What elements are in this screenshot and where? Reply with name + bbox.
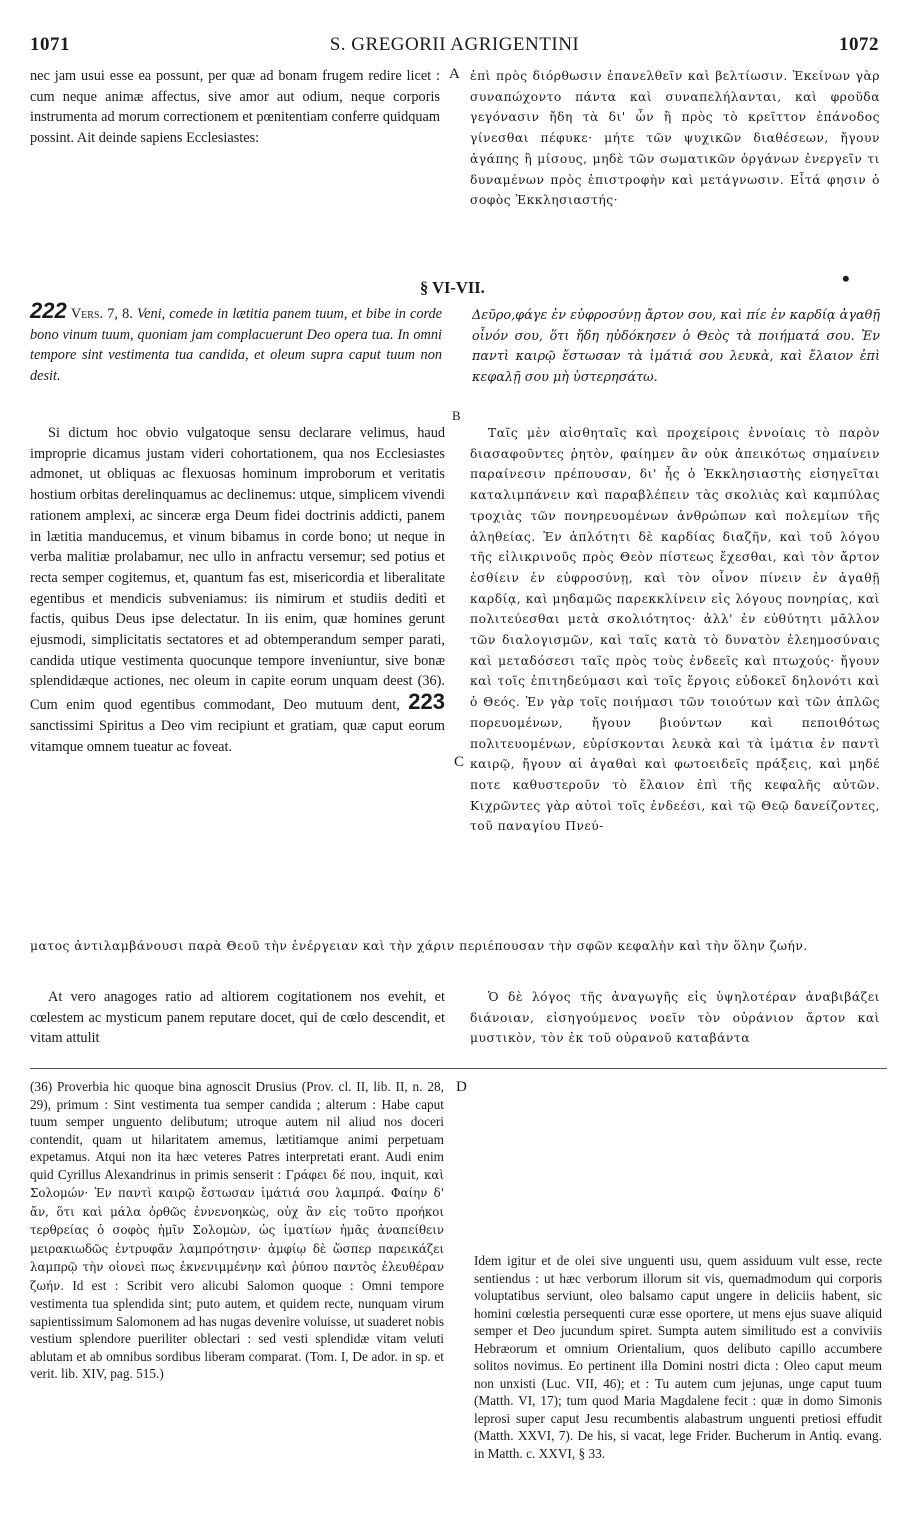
verse-reference: 7, 8. [107, 306, 133, 322]
commentary-greek: Ταῖς μὲν αἰσθηταῖς καὶ προχείροις ἐννοίαις τὸ παρὸν διασαφοῦντες ῥητὸν, φαίημεν ἂν οὐκ ἀπεικότως σημαίνειν παραίνεσιν πρέπουσαν, δι' ἧς ὁ Ἐκκλησιαστὴς εἰσηγεῖται καταλιμπάνειν καὶ παραβλέπειν τὰς σκολιὰς καὶ καμπύλας τροχιὰς τῶν πονηρευομένων ἀνθρώπων καὶ πολεμίων τῆς ἀληθείας. Ἐν ἁπλότητι δὲ καρδίας διαζῆν, καὶ τοῦ λόγου τῆς εἰλικρινοῦς πρὸς Θεὸν πίστεως ἔχεσθαι, καὶ τὸν ἄρτον ἐσθίειν ἐν εὐφροσύνῃ, καὶ τὸν οἶνον πίνειν ἐν ἀγαθῇ καρδίᾳ, καὶ μηδαμῶς παρεκκλίνειν εἰς λόγους πονηρίας, καὶ πολιτεύεσθαι μετὰ σκολιότητος· ἀλλ' ἐν εὐθύτητι μᾶλλον τῶν διαλογισμῶν, καὶ ταῖς κατὰ τὸ δυνατὸν ἐλεημοσύναις καὶ μεταδόσεσι ταῖς πρὸς τοὺς ἐνδεεῖς καὶ πτωχούς· ἤγουν καὶ τοῖς ἐπιτηδεύμασι καὶ τοῖς ἔργοις εὐδοκεῖ δηλονότι καὶ ὁ Θεός. Ἐν γὰρ τοῖς ποιήμασι τῶν τοιούτων καὶ τῶν ἁπλῶς πορευομένων, ἤγουν βιούντων καὶ πεποιθότως πολιτευομένων, εὑρίσκονται λευκὰ καὶ τὰ ἱμάτια ἐν παντὶ καιρῷ, ἤγουν αἱ ἀγαθαὶ καὶ φωτοειδεῖς πράξεις, καὶ μηδέ ποτε καθυστεροῦν τὸ ἔλαιον ἐπὶ τῆς κεφαλῆς αὐτῶν. Κιχρῶντες γὰρ αὐτοὶ τοῖς ἐνδεέσι, καὶ τῷ Θεῷ δανείζοντες, τοῦ παναγίου Πνεύ- [470, 426, 880, 834]
footnote-cyril-latin: Id est : Scribit vero alicubi Salomon quoque : Omni tempore vestimenta tua splendida sint; puto autem, et quidem recte, nunquam virum sapientissimum Salomonem ad has nugas devenire voluisse, ut suaderet nobis vestium splendore pueriliter oblectari : sed vesti splendidæ vitam veluti ablutam et ab omnibus sordibus liberam comparat. (Tom. I, De ador. in sp. et verit. lib. XIV, pag. 515.) [30, 1277, 444, 1381]
verse-latin-text: Veni, comede in lætitia panem tuum, et bibe in corde bono vinum tuum, quoniam jam complacuerunt Deo opera tua. In omni tempore sint vestimenta tua candida, et oleum supra caput tuum non desit. [30, 306, 443, 385]
commentary-latin [30, 423, 445, 757]
section-heading: § VI-VII. [420, 278, 485, 297]
margin-letter-d: D [456, 1079, 467, 1095]
footnote-cyril-greek: Γράφει δέ που, inquit, καὶ Σολομών· Ἐν παντὶ καιρῷ ἔστωσαν ἱμάτιά σου λαμπρά. Φαίην δ' ἄν, ὅτι καὶ μάλα ὀρθῶς ἐννενοηκὼς, οὐχ ἂν εἰς τοῦτο προήκοι τερθρείας ὁ σοφὸς ἡμῖν Σολομὼν, ὡς ἱματίων ἡμᾶς ἀναπείθειν μειρακιωδῶς ἐντρυφᾶν λαμπρότησιν· ἀμφίῳ δὲ ὥσπερ παρεικάζει λαμπρῷ τὴν οἱονεὶ πως ἐκνενιμμένην καὶ ῥύπου παντὸς ἐλευθέραν ζωήν. [30, 1167, 445, 1293]
page-number-left: 1071 [30, 34, 70, 55]
footnote-36-right: Idem igitur et de olei sive unguenti usu, quem assiduum vult esse, recte sentiendus : ut hæc verborum illorum sit vis, quemadmodum qui corporis voluptatibus serviunt, oleo balsamo caput ungere in deliciis habent, sic homini cœlestia persequenti curæ esse oportere, ut mens ejus suave aliquid semper et Deo jucundum spiret. Sumpta autem similitudo est a conviviis Hebræorum et omnium Orientalium, quos delibuto capillo accumbere solitos novimus. Eo pertinent illa Domini nostri dicta : Oleo caput meum non unxisti (Luc. VII, 46); et : Tu autem cum jejunas, unge caput tuum (Matth. VI, 17); tum quod Maria Magdalene fecit : quæ in domo Simonis leprosi super caput Jesu recumbentis alabastrum unguenti pretiosi effudit (Matth. XXVI, 7). De his, si vacat, lege Frider. Bucherum in Antiq. evang. in Matth. c. XXVI, § 33. [474, 1253, 882, 1461]
verse-latin [30, 298, 443, 387]
anagoge-greek: Ὁ δὲ λόγος τῆς ἀναγωγῆς εἰς ὑψηλοτέραν ἀναβιβάζει διάνοιαν, εἰσηγούμενος νοεῖν τὸν οὐράνιον ἄρτον καὶ μυστικὸν, τὸν ἐκ τοῦ οὐρανοῦ καταβάντα [470, 990, 880, 1046]
greek-full-width: ματος ἀντιλαμβάνουσι παρὰ Θεοῦ τὴν ἐνέργειαν καὶ τὴν χάριν περιέπουσαν τὴν σφῶν κεφαλὴν καὶ τὴν ὅλην ζωήν. [30, 939, 808, 953]
running-header [30, 34, 879, 58]
commentary-latin-part1: Si dictum hoc obvio vulgatoque sensu declarare velimus, haud improprie dicamus justam videri cohortationem, qua nos Ecclesiastes admonet, ut obliquas ac flexuosas hominum improborum et veritatis hostium orbitas derelinquamus ac declinemus: utque, simplicem vivendi rationem amplexi, ac sinceræ erga Deum fidei doctrinis addicti, panem in lætitia manducemus, et vinum bibamus in corde bono; ut neque in verba malitiæ prolabamur, nec ullo in anfractu versemur; sed potius et recta semper cogitemus, et, quantum fas est, misericordia et liberalitate egentibus et mendicis subveniamus: iis nimirum et studiis deditì et factis, quibus Deus ipse delectatur. In iis enim, quæ homines gerunt ejusmodi, simplicitatis sectatores et ad obtemperandum semper parati, candida utique vestimenta quocunque tempore inveniuntur, sive bonæ splendidæque actiones, nec oleum in capite eorum unquam deest (36). Cum enim quod egentibus commodant, Deo mutuum dent, [30, 425, 445, 714]
marginal-number-223: 223 [408, 689, 445, 715]
greek-intro: ἐπὶ πρὸς διόρθωσιν ἐπανελθεῖν καὶ βελτίωσιν. Ἐκείνων γὰρ συναπώχοντο πάντα καὶ συναπελήλανται, καὶ φροῦδα γεγόνασιν ἤδη τὰ δι' ὧν ἢ πρὸς τὸ κρεῖττον ἐπάνοδος γίνεσθαι πέφυκε· μήτε τῶν ψυχικῶν διαθέσεων, ἤγουν ἀγάπης ἢ μίσους, μηδὲ τῶν σωματικῶν ὀργάνων ἐνεργεῖν τι δυναμένων πρὸς ἐπιστροφὴν καὶ μετάγνωσιν. Εἶτά φησιν ὁ σοφὸς Ἐκκλησιαστής· [470, 69, 880, 208]
footnote-36-text: (36) Proverbia hic quoque bina agnoscit Drusius (Prov. cl. II, lib. II, n. 28, 29), primum : Sint vestimenta tua semper candida ; alterum : Habe caput tuum semper unguento delibutum; utroque autem nil aliud nos doceri contendit, quam ut hilaritatem amemus, lætitiamque animi perpetuam expetamus. Atqui non ita hæc veteres Patres interpretati erant. Audi enim quid Cyrillus Alexandrinus in primis senserit : [30, 1079, 444, 1182]
latin-intro: nec jam usui esse ea possunt, per quæ ad bonam frugem redire licet : cum neque animæ affectus, sive amor aut odium, neque corporis instrumenta ad morum correctionem et pœnitentiam conferre quidquam possint. Ait deinde sapiens Ecclesiastes: [30, 68, 440, 147]
section-dot: • [842, 266, 850, 291]
running-title: S. GREGORII AGRIGENTINI [329, 34, 580, 55]
verse-label: Vers. [70, 306, 104, 322]
anagoge-latin: At vero anagoges ratio ad altiorem cogitationem nos evehit, et cœlestem ac mysticum panem reputare docet, qui de cœlo descendit, et vitam attulit [30, 989, 445, 1047]
margin-letter-b: B [452, 408, 461, 423]
footnote-36-left [30, 1078, 444, 1383]
footnote-rule [30, 1068, 887, 1069]
page-number-right: 1072 [839, 34, 879, 55]
margin-letter-a: A [449, 66, 460, 82]
margin-letter-c: C [454, 754, 465, 770]
marginal-number-222: 222 [30, 298, 67, 323]
commentary-latin-part2: sanctissimi Spiritus a Deo vim recipiunt et gratiam, quæ caput eorum vitamque omnem tueatur ac foveat. [30, 717, 445, 755]
verse-greek: Δεῦρο,φάγε ἐν εὐφροσύνῃ ἄρτον σου, καὶ πίε ἐν καρδίᾳ ἀγαθῇ οἶνόν σου, ὅτι ἤδη ηὐδόκησεν ὁ Θεὸς τὰ ποιήματά σου. Ἐν παντὶ καιρῷ ἔστωσαν τὰ ἱμάτιά σου λευκὰ, καὶ ἔλαιον ἐπὶ κεφαλῇ σου μὴ ὑστερησάτω. [472, 308, 880, 386]
